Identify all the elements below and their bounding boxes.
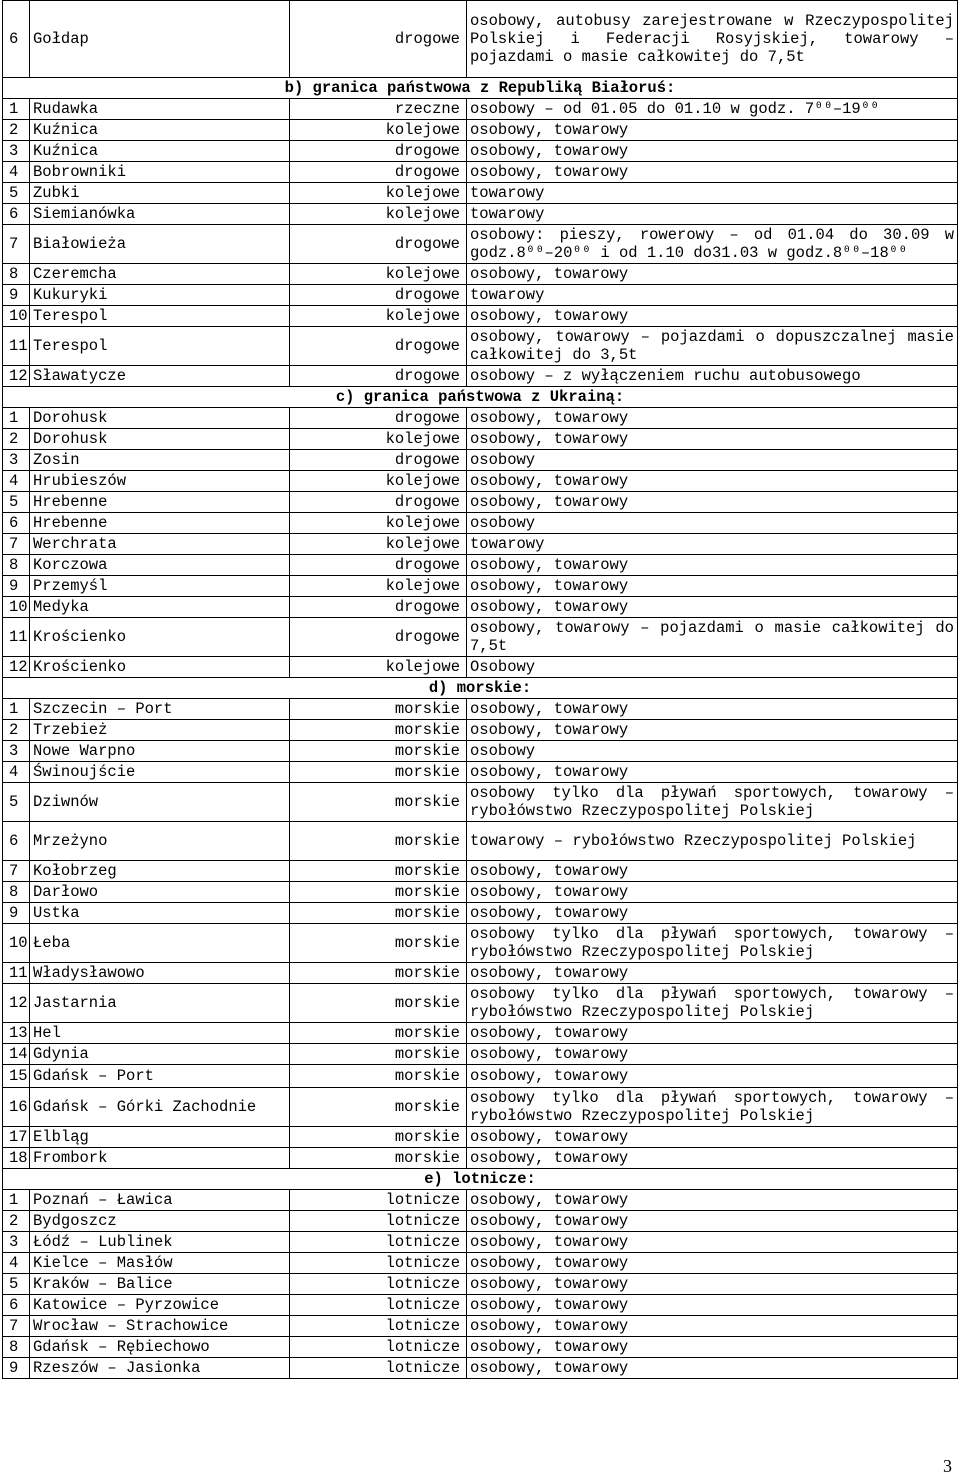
table-row: [3, 822, 958, 861]
crossing-name: Kuźnica: [30, 120, 290, 141]
crossing-type: kolejowe: [290, 429, 467, 450]
crossing-type: kolejowe: [290, 657, 467, 678]
traffic-description: osobowy, towarowy: [467, 1127, 958, 1148]
row-number: 17: [3, 1127, 30, 1148]
crossing-name: Gdynia: [30, 1044, 290, 1065]
crossing-type: morskie: [290, 963, 467, 984]
crossing-type: drogowe: [290, 1, 467, 78]
crossing-name: Białowieża: [30, 225, 290, 264]
crossing-type: morskie: [290, 984, 467, 1023]
traffic-description: osobowy, towarowy: [467, 306, 958, 327]
crossing-type: drogowe: [290, 366, 467, 387]
traffic-description: osobowy, towarowy: [467, 1148, 958, 1169]
crossing-name: Darłowo: [30, 882, 290, 903]
crossing-type: drogowe: [290, 141, 467, 162]
crossing-type: rzeczne: [290, 99, 467, 120]
crossing-name: Przemyśl: [30, 576, 290, 597]
table-row: [3, 1088, 958, 1127]
table-row: [3, 1358, 958, 1379]
table-row: [3, 741, 958, 762]
row-number: 7: [3, 225, 30, 264]
crossing-name: Terespol: [30, 306, 290, 327]
crossing-name: Siemianówka: [30, 204, 290, 225]
crossing-type: morskie: [290, 1065, 467, 1088]
crossing-name: Werchrata: [30, 534, 290, 555]
crossing-name: Bydgoszcz: [30, 1211, 290, 1232]
traffic-description: osobowy, towarowy: [467, 429, 958, 450]
table-row: [3, 1253, 958, 1274]
traffic-description: osobowy, towarowy: [467, 1274, 958, 1295]
table-row: [3, 141, 958, 162]
row-number: 1: [3, 1190, 30, 1211]
row-number: 12: [3, 984, 30, 1023]
traffic-description: osobowy, towarowy: [467, 471, 958, 492]
row-number: 11: [3, 963, 30, 984]
table-row: [3, 513, 958, 534]
crossing-name: Hel: [30, 1023, 290, 1044]
traffic-description: Osobowy: [467, 657, 958, 678]
crossing-type: morskie: [290, 822, 467, 861]
table-row: [3, 903, 958, 924]
row-number: 6: [3, 1295, 30, 1316]
row-number: 8: [3, 555, 30, 576]
table-row: [3, 861, 958, 882]
crossing-name: Bobrowniki: [30, 162, 290, 183]
crossing-name: Rudawka: [30, 99, 290, 120]
table-row: [3, 264, 958, 285]
traffic-description: osobowy tylko dla pływań sportowych, towarowy – rybołówstwo Rzeczypospolitej Polskiej: [467, 1088, 958, 1127]
traffic-description: osobowy, towarowy: [467, 555, 958, 576]
crossing-name: Krościenko: [30, 657, 290, 678]
table-row: [3, 1023, 958, 1044]
crossing-type: drogowe: [290, 225, 467, 264]
crossing-type: kolejowe: [290, 534, 467, 555]
table-row: [3, 720, 958, 741]
table-row: [3, 327, 958, 366]
crossing-type: morskie: [290, 720, 467, 741]
table-row: [3, 576, 958, 597]
crossing-type: kolejowe: [290, 204, 467, 225]
crossing-type: morskie: [290, 924, 467, 963]
traffic-description: osobowy, autobusy zarejestrowane w Rzeczypospolitej Polskiej i Federacji Rosyjskiej, towarowy – pojazdami o masie całkowitej do 7,5t: [467, 1, 958, 78]
row-number: 5: [3, 1274, 30, 1295]
crossing-name: Korczowa: [30, 555, 290, 576]
crossing-name: Kołobrzeg: [30, 861, 290, 882]
row-number: 12: [3, 366, 30, 387]
table-row: [3, 492, 958, 513]
traffic-description: osobowy: [467, 741, 958, 762]
row-number: 14: [3, 1044, 30, 1065]
table-row: [3, 699, 958, 720]
row-number: 3: [3, 450, 30, 471]
table-row: [3, 225, 958, 264]
crossing-name: Wrocław – Strachowice: [30, 1316, 290, 1337]
table-row: [3, 204, 958, 225]
row-number: 9: [3, 903, 30, 924]
crossing-name: Zosin: [30, 450, 290, 471]
traffic-description: osobowy, towarowy: [467, 576, 958, 597]
traffic-description: towarowy – rybołówstwo Rzeczypospolitej Polskiej: [467, 822, 958, 861]
crossing-type: lotnicze: [290, 1316, 467, 1337]
crossing-type: lotnicze: [290, 1232, 467, 1253]
row-number: 10: [3, 597, 30, 618]
table-row: [3, 306, 958, 327]
table-row: [3, 963, 958, 984]
traffic-description: osobowy, towarowy – pojazdami o dopuszczalnej masie całkowitej do 3,5t: [467, 327, 958, 366]
crossing-name: Gołdap: [30, 1, 290, 78]
traffic-description: osobowy, towarowy: [467, 1358, 958, 1379]
row-number: 3: [3, 1232, 30, 1253]
crossing-name: Ustka: [30, 903, 290, 924]
crossing-name: Kielce – Masłów: [30, 1253, 290, 1274]
page-number: 3: [943, 1456, 952, 1476]
traffic-description: osobowy, towarowy: [467, 141, 958, 162]
crossing-name: Medyka: [30, 597, 290, 618]
crossing-name: Hrebenne: [30, 492, 290, 513]
crossing-type: morskie: [290, 762, 467, 783]
crossing-name: Hrebenne: [30, 513, 290, 534]
crossing-type: lotnicze: [290, 1190, 467, 1211]
crossing-name: Mrzeżyno: [30, 822, 290, 861]
table-row: [3, 1232, 958, 1253]
crossing-name: Dziwnów: [30, 783, 290, 822]
crossing-name: Gdańsk – Rębiechowo: [30, 1337, 290, 1358]
crossing-name: Zubki: [30, 183, 290, 204]
crossing-type: morskie: [290, 1023, 467, 1044]
traffic-description: osobowy, towarowy: [467, 1253, 958, 1274]
table-row: [3, 882, 958, 903]
crossing-type: kolejowe: [290, 306, 467, 327]
row-number: 6: [3, 1, 30, 78]
crossing-type: drogowe: [290, 555, 467, 576]
crossing-name: Kuźnica: [30, 141, 290, 162]
crossing-type: kolejowe: [290, 120, 467, 141]
traffic-description: towarowy: [467, 204, 958, 225]
table-row: [3, 924, 958, 963]
row-number: 3: [3, 741, 30, 762]
section-heading-row: [3, 1169, 958, 1190]
traffic-description: osobowy, towarowy: [467, 861, 958, 882]
row-number: 2: [3, 1211, 30, 1232]
traffic-description: osobowy, towarowy: [467, 1337, 958, 1358]
section-heading-row: [3, 387, 958, 408]
traffic-description: osobowy, towarowy: [467, 882, 958, 903]
section-heading: e) lotnicze:: [3, 1169, 958, 1190]
table-row: [3, 555, 958, 576]
table-row: [3, 408, 958, 429]
row-number: 7: [3, 1316, 30, 1337]
row-number: 8: [3, 882, 30, 903]
crossing-name: Dorohusk: [30, 429, 290, 450]
section-heading: d) morskie:: [3, 678, 958, 699]
crossing-name: Frombork: [30, 1148, 290, 1169]
crossing-type: drogowe: [290, 162, 467, 183]
row-number: 5: [3, 183, 30, 204]
table-row: [3, 1274, 958, 1295]
traffic-description: osobowy: [467, 513, 958, 534]
crossing-type: morskie: [290, 783, 467, 822]
crossing-type: lotnicze: [290, 1295, 467, 1316]
crossing-type: drogowe: [290, 597, 467, 618]
crossing-type: lotnicze: [290, 1274, 467, 1295]
table-row: [3, 450, 958, 471]
table-row: [3, 618, 958, 657]
table-row: [3, 1065, 958, 1088]
traffic-description: towarowy: [467, 285, 958, 306]
crossing-type: kolejowe: [290, 183, 467, 204]
traffic-description: osobowy, towarowy: [467, 1065, 958, 1088]
row-number: 11: [3, 618, 30, 657]
crossing-type: drogowe: [290, 618, 467, 657]
table-row: [3, 120, 958, 141]
traffic-description: osobowy, towarowy: [467, 120, 958, 141]
row-number: 9: [3, 576, 30, 597]
crossing-name: Czeremcha: [30, 264, 290, 285]
row-number: 5: [3, 783, 30, 822]
table-row: [3, 657, 958, 678]
row-number: 9: [3, 1358, 30, 1379]
row-number: 15: [3, 1065, 30, 1088]
crossing-name: Trzebież: [30, 720, 290, 741]
row-number: 2: [3, 720, 30, 741]
row-number: 4: [3, 1253, 30, 1274]
crossing-type: drogowe: [290, 492, 467, 513]
traffic-description: towarowy: [467, 183, 958, 204]
row-number: 5: [3, 492, 30, 513]
table-row: [3, 984, 958, 1023]
crossing-type: drogowe: [290, 285, 467, 306]
table-row: [3, 1337, 958, 1358]
crossing-type: morskie: [290, 1148, 467, 1169]
crossing-name: Jastarnia: [30, 984, 290, 1023]
table-row: [3, 1148, 958, 1169]
crossing-name: Rzeszów – Jasionka: [30, 1358, 290, 1379]
row-number: 13: [3, 1023, 30, 1044]
crossing-type: morskie: [290, 1044, 467, 1065]
section-heading-row: [3, 78, 958, 99]
row-number: 3: [3, 141, 30, 162]
row-number: 1: [3, 699, 30, 720]
section-heading-row: [3, 678, 958, 699]
traffic-description: osobowy, towarowy: [467, 1316, 958, 1337]
crossing-name: Władysławowo: [30, 963, 290, 984]
table-row: [3, 285, 958, 306]
crossing-name: Krościenko: [30, 618, 290, 657]
crossing-type: kolejowe: [290, 264, 467, 285]
crossing-type: morskie: [290, 882, 467, 903]
row-number: 10: [3, 924, 30, 963]
row-number: 2: [3, 120, 30, 141]
traffic-description: towarowy: [467, 534, 958, 555]
table-row: [3, 99, 958, 120]
crossing-name: Gdańsk – Górki Zachodnie: [30, 1088, 290, 1127]
traffic-description: osobowy, towarowy: [467, 720, 958, 741]
crossing-type: morskie: [290, 861, 467, 882]
traffic-description: osobowy tylko dla pływań sportowych, towarowy – rybołówstwo Rzeczypospolitej Polskiej: [467, 984, 958, 1023]
crossing-type: lotnicze: [290, 1253, 467, 1274]
row-number: 11: [3, 327, 30, 366]
traffic-description: osobowy, towarowy: [467, 963, 958, 984]
traffic-description: osobowy, towarowy: [467, 1211, 958, 1232]
crossing-name: Hrubieszów: [30, 471, 290, 492]
table-row: [3, 1044, 958, 1065]
crossing-name: Terespol: [30, 327, 290, 366]
traffic-description: osobowy, towarowy: [467, 162, 958, 183]
crossing-name: Elbląg: [30, 1127, 290, 1148]
crossing-type: kolejowe: [290, 513, 467, 534]
crossing-name: Dorohusk: [30, 408, 290, 429]
table-row: [3, 429, 958, 450]
crossing-type: morskie: [290, 1127, 467, 1148]
table-row: [3, 162, 958, 183]
crossing-type: lotnicze: [290, 1337, 467, 1358]
table-row: [3, 183, 958, 204]
traffic-description: osobowy, towarowy: [467, 903, 958, 924]
table-row: [3, 1127, 958, 1148]
traffic-description: osobowy, towarowy: [467, 1190, 958, 1211]
table-row: [3, 783, 958, 822]
traffic-description: osobowy, towarowy: [467, 1023, 958, 1044]
row-number: 2: [3, 429, 30, 450]
row-number: 6: [3, 204, 30, 225]
table-row: [3, 1, 958, 78]
row-number: 12: [3, 657, 30, 678]
row-number: 4: [3, 162, 30, 183]
row-number: 8: [3, 264, 30, 285]
crossing-type: kolejowe: [290, 576, 467, 597]
crossing-name: Szczecin – Port: [30, 699, 290, 720]
traffic-description: osobowy tylko dla pływań sportowych, towarowy – rybołówstwo Rzeczypospolitej Polskiej: [467, 924, 958, 963]
traffic-description: osobowy, towarowy: [467, 492, 958, 513]
crossing-name: Łeba: [30, 924, 290, 963]
crossing-type: lotnicze: [290, 1211, 467, 1232]
section-heading: c) granica państwowa z Ukrainą:: [3, 387, 958, 408]
row-number: 8: [3, 1337, 30, 1358]
crossing-type: morskie: [290, 1088, 467, 1127]
crossing-name: Gdańsk – Port: [30, 1065, 290, 1088]
table-row: [3, 366, 958, 387]
table-row: [3, 1211, 958, 1232]
table-row: [3, 597, 958, 618]
document-page: [2, 0, 957, 1379]
traffic-description: osobowy, towarowy: [467, 699, 958, 720]
crossing-name: Kukuryki: [30, 285, 290, 306]
crossing-type: morskie: [290, 741, 467, 762]
row-number: 6: [3, 822, 30, 861]
crossing-name: Sławatycze: [30, 366, 290, 387]
table-body: [3, 1, 958, 1379]
crossing-name: Katowice – Pyrzowice: [30, 1295, 290, 1316]
traffic-description: osobowy, towarowy: [467, 1044, 958, 1065]
row-number: 1: [3, 408, 30, 429]
table-row: [3, 471, 958, 492]
crossing-type: kolejowe: [290, 471, 467, 492]
traffic-description: osobowy – od 01.05 do 01.10 w godz. 7⁰⁰–19⁰⁰: [467, 99, 958, 120]
crossing-name: Nowe Warpno: [30, 741, 290, 762]
table-row: [3, 534, 958, 555]
crossing-type: morskie: [290, 699, 467, 720]
table-row: [3, 1316, 958, 1337]
traffic-description: osobowy, towarowy: [467, 762, 958, 783]
border-crossings-table: [2, 0, 958, 1379]
row-number: 7: [3, 534, 30, 555]
row-number: 16: [3, 1088, 30, 1127]
section-heading: b) granica państwowa z Republiką Białoruś:: [3, 78, 958, 99]
traffic-description: osobowy, towarowy: [467, 408, 958, 429]
row-number: 1: [3, 99, 30, 120]
crossing-name: Świnoujście: [30, 762, 290, 783]
traffic-description: osobowy tylko dla pływań sportowych, towarowy – rybołówstwo Rzeczypospolitej Polskiej: [467, 783, 958, 822]
row-number: 9: [3, 285, 30, 306]
crossing-type: drogowe: [290, 408, 467, 429]
traffic-description: osobowy, towarowy: [467, 264, 958, 285]
traffic-description: osobowy: pieszy, rowerowy – od 01.04 do 30.09 w godz.8⁰⁰–20⁰⁰ i od 1.10 do31.03 w godz.8⁰⁰–18⁰⁰: [467, 225, 958, 264]
traffic-description: osobowy, towarowy: [467, 597, 958, 618]
crossing-type: drogowe: [290, 450, 467, 471]
crossing-name: Kraków – Balice: [30, 1274, 290, 1295]
row-number: 10: [3, 306, 30, 327]
crossing-type: lotnicze: [290, 1358, 467, 1379]
crossing-type: morskie: [290, 903, 467, 924]
traffic-description: osobowy: [467, 450, 958, 471]
table-row: [3, 762, 958, 783]
row-number: 18: [3, 1148, 30, 1169]
crossing-type: drogowe: [290, 327, 467, 366]
traffic-description: osobowy – z wyłączeniem ruchu autobusowego: [467, 366, 958, 387]
crossing-name: Łódź – Lublinek: [30, 1232, 290, 1253]
traffic-description: osobowy, towarowy: [467, 1295, 958, 1316]
crossing-name: Poznań – Ławica: [30, 1190, 290, 1211]
row-number: 4: [3, 762, 30, 783]
row-number: 6: [3, 513, 30, 534]
row-number: 4: [3, 471, 30, 492]
traffic-description: osobowy, towarowy – pojazdami o masie całkowitej do 7,5t: [467, 618, 958, 657]
row-number: 7: [3, 861, 30, 882]
table-row: [3, 1190, 958, 1211]
table-row: [3, 1295, 958, 1316]
traffic-description: osobowy, towarowy: [467, 1232, 958, 1253]
